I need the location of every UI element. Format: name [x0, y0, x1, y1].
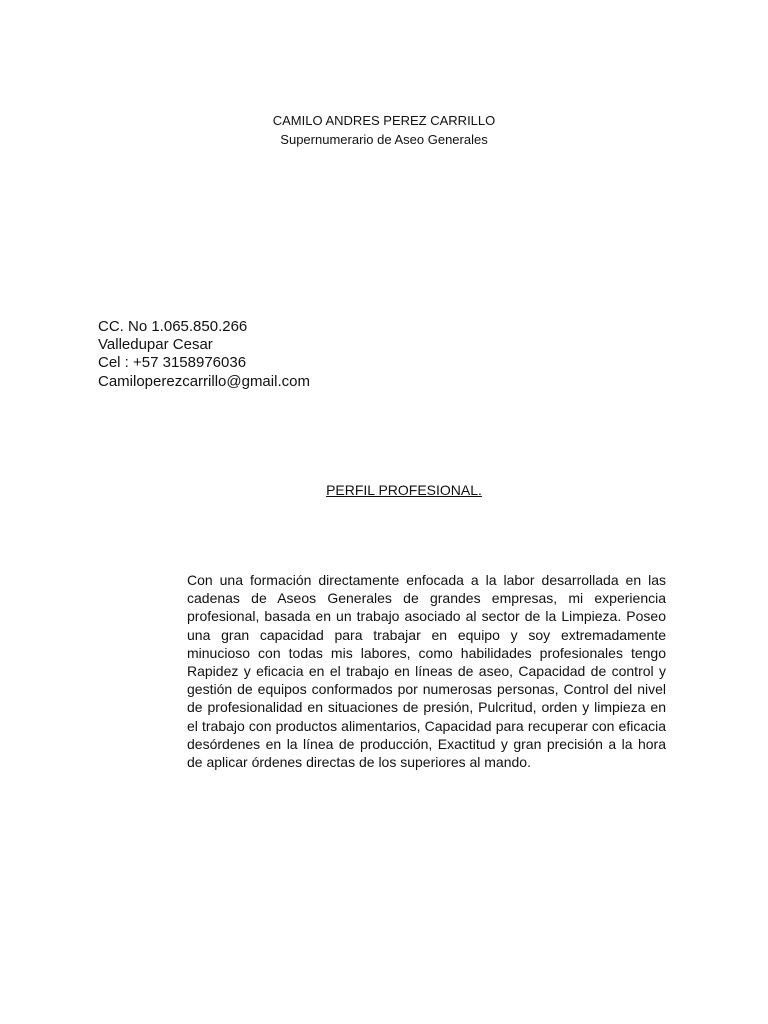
phone-number: Cel : +57 3158976036: [98, 354, 247, 372]
city: Valledupar Cesar: [98, 336, 213, 354]
profile-paragraph: Con una formación directamente enfocada a la labor desarrollada en las cadenas de Aseos Generales de grandes empresas, mi experiencia profesional, basada en un trabajo asociado al sector de la Limpieza. Poseo una gran capacidad para trabajar en equipo y soy extremadamente minucioso con todas mis labores, como habilidades profesionales tengo Rapidez y eficacia en el trabajo en líneas de aseo, Capacidad de control y gestión de equipos conformados por numerosas personas, Control del nivel de profesionalidad en situaciones de presión, Pulcritud, orden y limpieza en el trabajo con productos alimentarios, Capacidad para recuperar con eficacia desórdenes en la línea de producción, Exactitud y gran precisión a la hora de aplicar órdenes directas de los superiores al mando.: [187, 572, 666, 771]
candidate-role: Supernumerario de Aseo Generales: [280, 132, 488, 147]
document-header: [0, 111, 768, 149]
email-address: Camiloperezcarrillo@gmail.com: [98, 372, 310, 390]
profile-section-title: PERFIL PROFESIONAL.: [326, 482, 482, 498]
id-number: CC. No 1.065.850.266: [98, 318, 248, 335]
contact-block: [98, 318, 310, 391]
candidate-name: CAMILO ANDRES PEREZ CARRILLO: [272, 113, 496, 128]
